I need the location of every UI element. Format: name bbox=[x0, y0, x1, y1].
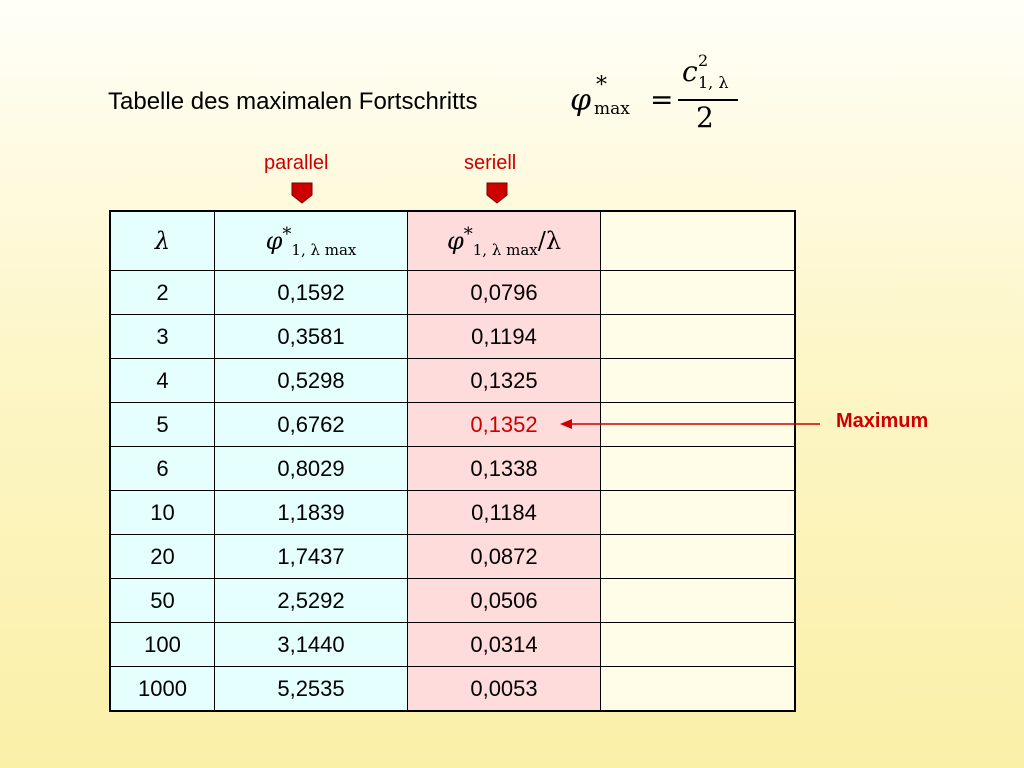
cell-phi: 5,2535 bbox=[215, 667, 408, 712]
cell-phi: 0,5298 bbox=[215, 359, 408, 403]
formula-numerator-sub: 1, λ bbox=[698, 73, 729, 92]
formula-phi-sub: max bbox=[594, 99, 630, 119]
cell-empty bbox=[601, 667, 796, 712]
table-row bbox=[110, 315, 795, 359]
header-lambda: λ bbox=[110, 211, 215, 271]
formula-denominator: 2 bbox=[696, 101, 714, 134]
cell-empty bbox=[601, 271, 796, 315]
cell-empty bbox=[601, 359, 796, 403]
cell-lambda: 6 bbox=[110, 447, 215, 491]
maximum-label: Maximum bbox=[836, 410, 929, 432]
cell-ratio-maximum: 0,1352 bbox=[408, 403, 601, 447]
cell-empty bbox=[601, 315, 796, 359]
cell-phi: 1,7437 bbox=[215, 535, 408, 579]
formula-equals: = bbox=[650, 83, 674, 116]
cell-phi: 1,1839 bbox=[215, 491, 408, 535]
table-row bbox=[110, 623, 795, 667]
cell-lambda: 2 bbox=[110, 271, 215, 315]
cell-phi: 0,3581 bbox=[215, 315, 408, 359]
cell-ratio: 0,1194 bbox=[408, 315, 601, 359]
cell-ratio: 0,1184 bbox=[408, 491, 601, 535]
cell-ratio: 0,0053 bbox=[408, 667, 601, 712]
cell-lambda: 20 bbox=[110, 535, 215, 579]
cell-empty bbox=[601, 491, 796, 535]
table-row bbox=[110, 447, 795, 491]
cell-lambda: 5 bbox=[110, 403, 215, 447]
cell-ratio: 0,0314 bbox=[408, 623, 601, 667]
cell-lambda: 1000 bbox=[110, 667, 215, 712]
table-row bbox=[110, 359, 795, 403]
table-row bbox=[110, 491, 795, 535]
formula-phi: φ bbox=[570, 83, 592, 118]
arrow-left-icon bbox=[560, 414, 820, 434]
pentagon-down-arrow-icon bbox=[291, 182, 313, 204]
table-row bbox=[110, 667, 795, 712]
cell-phi: 0,6762 bbox=[215, 403, 408, 447]
cell-ratio: 0,0506 bbox=[408, 579, 601, 623]
table-row bbox=[110, 271, 795, 315]
label-serial: seriell bbox=[464, 152, 517, 174]
page-title: Tabelle des maximalen Fortschritts bbox=[108, 88, 478, 115]
cell-lambda: 100 bbox=[110, 623, 215, 667]
cell-empty bbox=[601, 447, 796, 491]
cell-phi: 2,5292 bbox=[215, 579, 408, 623]
label-parallel: parallel bbox=[264, 152, 329, 174]
formula-phi-sup: * bbox=[596, 73, 607, 98]
progress-table bbox=[109, 210, 796, 712]
formula-numerator: c bbox=[682, 55, 698, 88]
header-phi: $\varphi^*_{1, \lambda max}$ bbox=[215, 211, 408, 271]
header-empty bbox=[601, 211, 796, 271]
table-row bbox=[110, 535, 795, 579]
cell-phi: 0,1592 bbox=[215, 271, 408, 315]
table-header-row bbox=[110, 211, 795, 271]
cell-lambda: 10 bbox=[110, 491, 215, 535]
cell-ratio: 0,1325 bbox=[408, 359, 601, 403]
table-row bbox=[110, 579, 795, 623]
header-phi-per-lambda: $\varphi^*_{1, \lambda max}/\lambda$ bbox=[408, 211, 601, 271]
cell-empty bbox=[601, 579, 796, 623]
cell-empty bbox=[601, 535, 796, 579]
cell-lambda: 3 bbox=[110, 315, 215, 359]
cell-lambda: 50 bbox=[110, 579, 215, 623]
formula-numerator-sup: 2 bbox=[698, 51, 709, 70]
cell-phi: 3,1440 bbox=[215, 623, 408, 667]
cell-empty bbox=[601, 623, 796, 667]
max-progress-formula bbox=[570, 51, 750, 135]
pentagon-down-arrow-icon bbox=[486, 182, 508, 204]
cell-phi: 0,8029 bbox=[215, 447, 408, 491]
cell-ratio: 0,1338 bbox=[408, 447, 601, 491]
cell-lambda: 4 bbox=[110, 359, 215, 403]
cell-ratio: 0,0796 bbox=[408, 271, 601, 315]
cell-ratio: 0,0872 bbox=[408, 535, 601, 579]
